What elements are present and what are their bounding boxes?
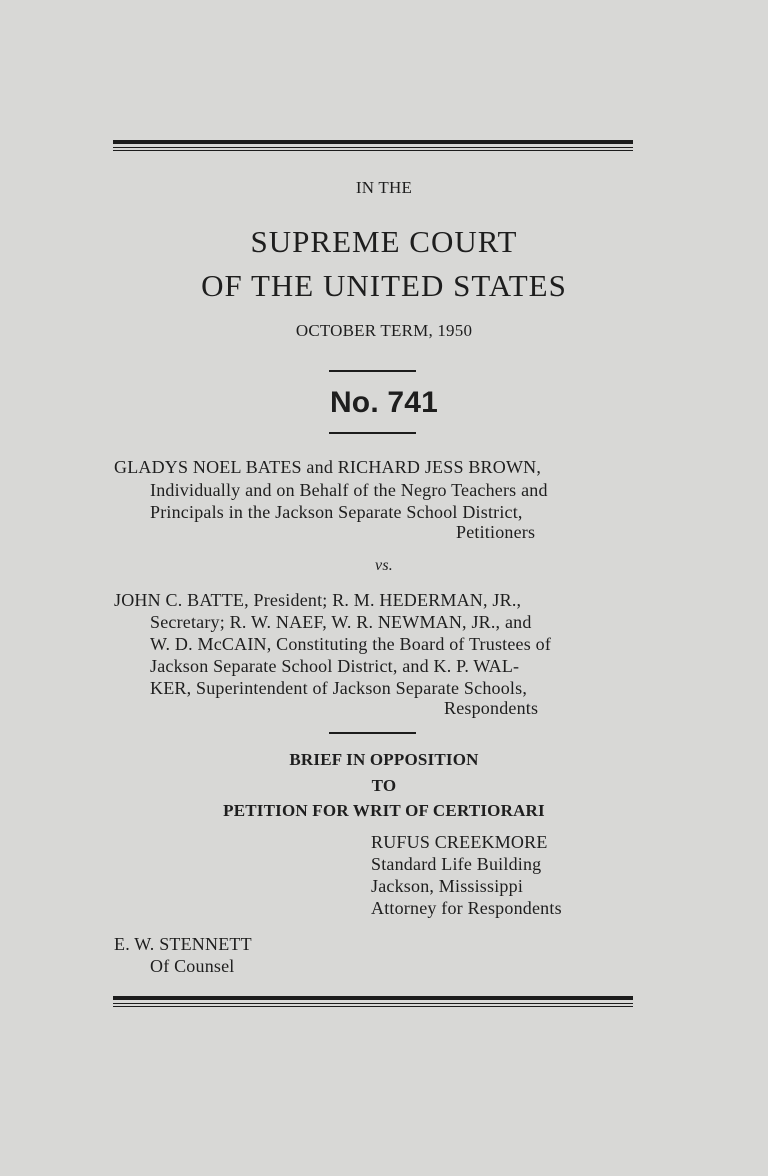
respondents-line-4: Jackson Separate School District, and K. P. WAL- [150,656,520,676]
respondents-line-2: Secretary; R. W. NAEF, W. R. NEWMAN, JR., and [150,612,532,632]
respondents-role: Respondents [444,698,539,718]
petitioners-role: Petitioners [456,522,536,542]
brief-title-line2: TO [371,776,397,795]
counsel-name: E. W. STENNETT [114,934,252,954]
petitioners-line-1: GLADYS NOEL BATES and RICHARD JESS BROWN, [114,457,542,477]
brief-title-line1: BRIEF IN OPPOSITION [289,750,479,769]
court-name-line1: SUPREME COURT [250,224,518,259]
attorney-name: RUFUS CREEKMORE [371,832,548,852]
number-bottom-rule [329,432,416,434]
number-top-rule [329,370,416,372]
court-name-line2: OF THE UNITED STATES [201,268,567,303]
top-double-rule [113,140,633,151]
case-number: No. 741 [329,386,439,419]
respondents-line-3: W. D. McCAIN, Constituting the Board of Trustees of [150,634,552,654]
counsel-role: Of Counsel [150,956,235,976]
versus-label: vs. [375,557,393,574]
in-the-label: IN THE [355,178,413,197]
attorney-address-2: Jackson, Mississippi [371,876,524,896]
respondents-line-1: JOHN C. BATTE, President; R. M. HEDERMAN, JR., [114,590,522,610]
brief-title-line3: PETITION FOR WRIT OF CERTIORARI [223,801,545,820]
attorney-role: Attorney for Respondents [371,898,562,918]
brief-title-rule [329,732,416,734]
respondents-line-5: KER, Superintendent of Jackson Separate Schools, [150,678,528,698]
term-label: OCTOBER TERM, 1950 [295,321,473,340]
bottom-double-rule [113,996,633,1007]
attorney-address-1: Standard Life Building [371,854,542,874]
petitioners-line-2: Individually and on Behalf of the Negro Teachers and [150,480,548,500]
petitioners-line-3: Principals in the Jackson Separate School District, [150,502,523,522]
